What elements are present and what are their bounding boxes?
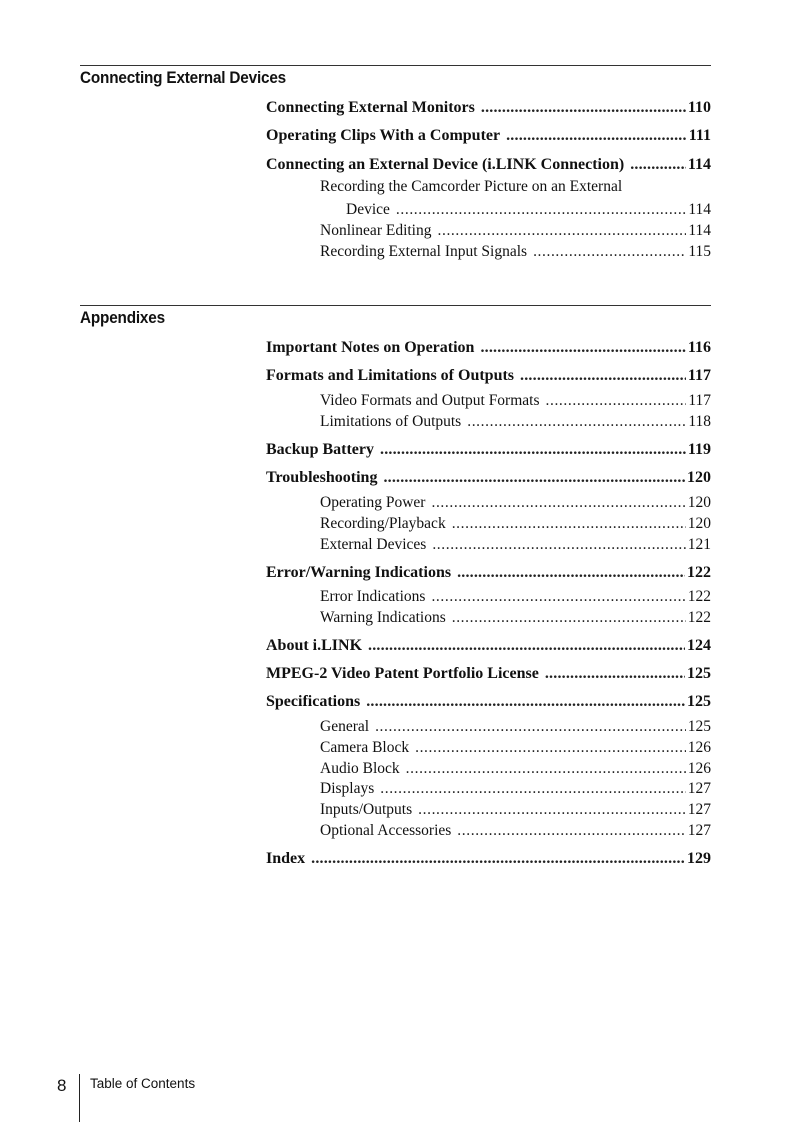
toc-entry-page: 115 xyxy=(688,243,711,260)
toc-entry-page: 116 xyxy=(687,339,711,356)
leader-dots xyxy=(375,718,686,736)
toc-entry[interactable] xyxy=(266,241,711,261)
toc-entry[interactable] xyxy=(266,607,711,627)
leader-dots xyxy=(366,693,685,711)
toc-entry-label: Optional Accessories xyxy=(320,822,452,839)
leader-dots xyxy=(481,99,686,117)
toc-entry[interactable] xyxy=(266,562,711,582)
toc-entry-page: 125 xyxy=(687,665,711,682)
toc-entry[interactable] xyxy=(266,534,711,554)
toc-entry-page: 124 xyxy=(687,637,711,654)
leader-dots xyxy=(545,665,685,683)
toc-entry-page: 114 xyxy=(688,222,711,239)
leader-dots xyxy=(520,367,686,385)
toc-entry-label: Error Indications xyxy=(320,588,426,605)
toc-entry[interactable] xyxy=(266,716,711,736)
toc-entry[interactable] xyxy=(266,439,711,459)
toc-entry-page: 121 xyxy=(687,536,711,553)
toc-entry-label: Video Formats and Output Formats xyxy=(320,392,540,409)
section-rule xyxy=(80,305,711,306)
toc-entry-label: Recording External Input Signals xyxy=(320,243,528,260)
toc-entry[interactable] xyxy=(266,513,711,533)
leader-dots xyxy=(452,609,686,627)
toc-entry-label: Backup Battery xyxy=(266,441,374,458)
section-rule xyxy=(80,65,711,66)
toc-entry-page: 111 xyxy=(688,127,711,144)
leader-dots xyxy=(438,222,687,240)
toc-entry-page: 114 xyxy=(687,156,711,173)
toc-entry-page: 127 xyxy=(687,780,711,797)
leader-dots xyxy=(506,127,687,145)
leader-dots xyxy=(630,156,686,174)
toc-entry[interactable] xyxy=(266,365,711,385)
leader-dots xyxy=(431,494,685,512)
toc-entry[interactable] xyxy=(266,492,711,512)
leader-dots xyxy=(418,801,686,819)
leader-dots xyxy=(432,536,685,554)
toc-entry-label: External Devices xyxy=(320,536,427,553)
toc-entry[interactable] xyxy=(266,467,711,487)
toc-entry-page: 117 xyxy=(687,367,711,384)
toc-entry-label: Troubleshooting xyxy=(266,469,378,486)
toc-entry-label: Nonlinear Editing xyxy=(320,222,432,239)
toc-entry-label: Operating Power xyxy=(320,494,426,511)
leader-dots xyxy=(480,339,685,357)
toc-entry[interactable] xyxy=(266,799,711,819)
toc-entry-label: Error/Warning Indications xyxy=(266,564,452,581)
toc-entry-label: Important Notes on Operation xyxy=(266,339,475,356)
leader-dots xyxy=(457,822,685,840)
leader-dots xyxy=(396,201,686,219)
toc-entry-label: Connecting an External Device (i.LINK Connection) xyxy=(266,156,625,173)
toc-entry-page: 127 xyxy=(687,801,711,818)
toc-entry[interactable] xyxy=(266,411,711,431)
toc-entry-page: 120 xyxy=(687,469,711,486)
toc-entry-label: Index xyxy=(266,850,306,867)
toc-entry[interactable] xyxy=(266,663,711,683)
toc-section-external-devices xyxy=(80,65,711,88)
footer-divider xyxy=(79,1074,80,1122)
toc-entry-label: MPEG-2 Video Patent Portfolio License xyxy=(266,665,539,682)
toc-entry-label: Specifications xyxy=(266,693,361,710)
toc-entry-label: Limitations of Outputs xyxy=(320,413,462,430)
toc-entry-page: 118 xyxy=(688,413,711,430)
section-title: Appendixes xyxy=(80,308,165,327)
toc-entry[interactable] xyxy=(266,635,711,655)
toc-entry[interactable] xyxy=(266,848,711,868)
toc-entry-label: General xyxy=(320,718,370,735)
toc-entry-label: Displays xyxy=(320,780,375,797)
toc-entry[interactable] xyxy=(266,758,711,778)
leader-dots xyxy=(368,637,685,655)
toc-entry[interactable] xyxy=(266,125,711,145)
toc-entry-page: 110 xyxy=(687,99,711,116)
toc-entry-label: Recording/Playback xyxy=(320,515,446,532)
leader-dots xyxy=(380,441,686,459)
toc-entry[interactable] xyxy=(266,220,711,240)
toc-entry-page: 122 xyxy=(687,588,711,605)
toc-entry[interactable] xyxy=(266,586,711,606)
toc-entry[interactable] xyxy=(266,778,711,798)
toc-entry[interactable] xyxy=(266,97,711,117)
toc-entry-page: 120 xyxy=(687,494,711,511)
toc-entry-label: Warning Indications xyxy=(320,609,446,626)
toc-entry[interactable] xyxy=(266,820,711,840)
toc-entry-label: Camera Block xyxy=(320,739,410,756)
leader-dots xyxy=(457,564,685,582)
toc-entry[interactable] xyxy=(266,337,711,357)
leader-dots xyxy=(380,780,686,798)
toc-entry-label: About i.LINK xyxy=(266,637,363,654)
toc-section-appendixes xyxy=(80,305,711,328)
section-title: Connecting External Devices xyxy=(80,68,287,87)
leader-dots xyxy=(406,760,686,778)
toc-entry-label: Connecting External Monitors xyxy=(266,99,475,116)
toc-entry-page: 114 xyxy=(688,201,711,218)
leader-dots xyxy=(546,392,687,410)
toc-entry-page: 119 xyxy=(687,441,711,458)
toc-entry-page: 125 xyxy=(687,718,711,735)
toc-entry-page: 122 xyxy=(687,609,711,626)
footer-label: Table of Contents xyxy=(90,1076,196,1091)
leader-dots xyxy=(431,588,685,606)
footer-page-number: 8 xyxy=(57,1076,67,1095)
toc-entry-label-line1[interactable]: Recording the Camcorder Picture on an External xyxy=(320,178,623,195)
toc-entry-label: Formats and Limitations of Outputs xyxy=(266,367,515,384)
toc-entry-page: 126 xyxy=(687,760,711,777)
leader-dots xyxy=(383,469,685,487)
toc-entry-page: 127 xyxy=(687,822,711,839)
leader-dots xyxy=(467,413,686,431)
toc-entry-page: 126 xyxy=(687,739,711,756)
leader-dots xyxy=(452,515,686,533)
toc-entry[interactable] xyxy=(266,199,711,219)
toc-entry-page: 117 xyxy=(688,392,711,409)
toc-entry[interactable] xyxy=(266,390,711,410)
toc-entry-page: 129 xyxy=(687,850,711,867)
toc-entry[interactable] xyxy=(266,737,711,757)
toc-entry-page: 122 xyxy=(687,564,711,581)
toc-entry-page: 125 xyxy=(687,693,711,710)
leader-dots xyxy=(533,243,686,261)
toc-entry-label: Audio Block xyxy=(320,760,400,777)
toc-entry[interactable] xyxy=(266,154,711,174)
leader-dots xyxy=(311,850,685,868)
toc-entry-label: Inputs/Outputs xyxy=(320,801,413,818)
leader-dots xyxy=(415,739,686,757)
toc-entry-label: Operating Clips With a Computer xyxy=(266,127,501,144)
toc-entry[interactable] xyxy=(266,691,711,711)
toc-entry-label: Device xyxy=(346,201,390,218)
toc-entry-page: 120 xyxy=(687,515,711,532)
